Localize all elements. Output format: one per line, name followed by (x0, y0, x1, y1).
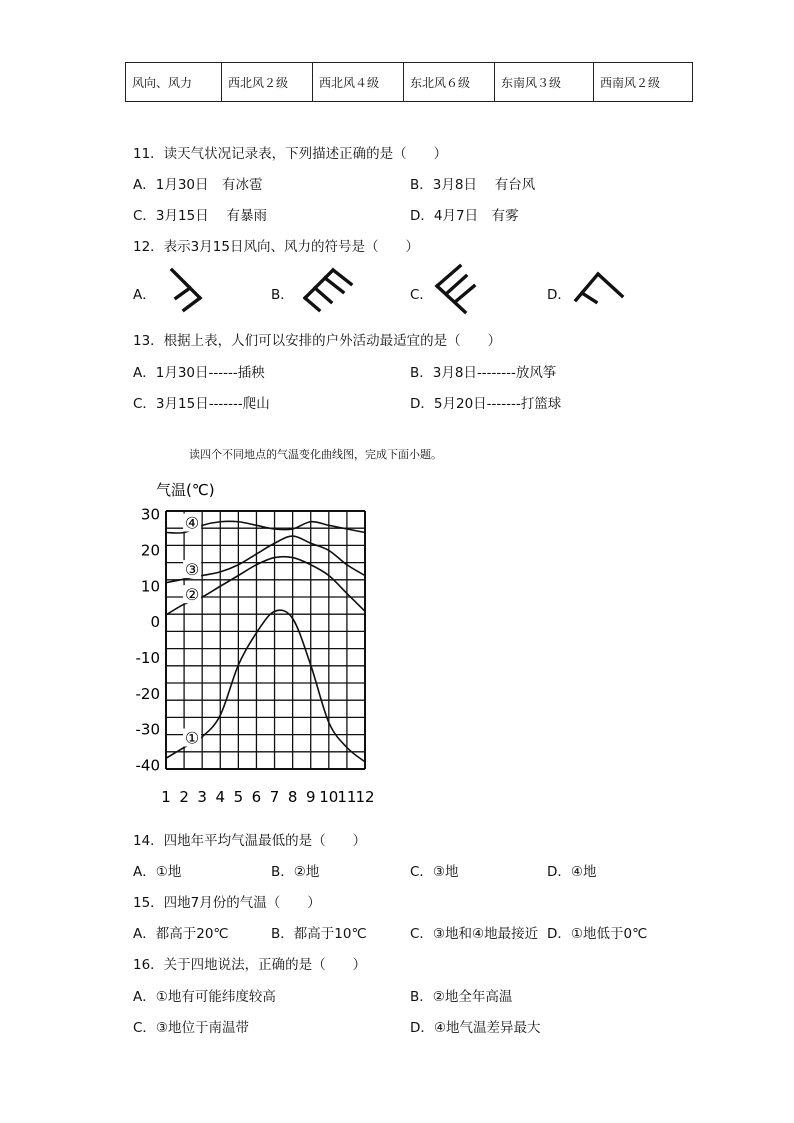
x-tick-label: 5 (233, 788, 244, 806)
q11-option-c: C．3月15日 有暴雨 (133, 208, 267, 224)
x-tick-label: 3 (197, 788, 207, 806)
x-tick-label: 8 (287, 788, 298, 806)
y-tick-label: 20 (140, 541, 160, 560)
q13-option-d: D．5月20日-------打篮球 (410, 396, 562, 412)
x-tick-label: 7 (269, 788, 280, 806)
question-13: 13．根据上表，人们可以安排的户外活动最适宜的是（ ） (133, 333, 502, 349)
question-12: 12．表示3月15日风向、风力的符号是（ ） (133, 239, 419, 255)
y-tick-label: -20 (135, 684, 160, 703)
q16-option-b: B．②地全年高温 (410, 989, 513, 1005)
q12-option-d: D． (547, 287, 571, 303)
chart-series (166, 521, 365, 762)
x-tick-label: 12 (355, 788, 375, 806)
x-tick-label: 1 (161, 788, 171, 806)
q12-option-b: B． (271, 287, 294, 303)
q11-option-a: A．1月30日 有冰雹 (133, 177, 263, 193)
question-15: 15．四地7月份的气温（ ） (133, 895, 321, 911)
x-tick-label: 9 (305, 788, 316, 806)
table-cell: 西北风２级 (222, 63, 313, 102)
table-cell: 东北风６级 (404, 63, 495, 102)
q11-option-b: B．3月8日 有台风 (410, 177, 536, 193)
x-tick-label: 2 (179, 788, 189, 806)
q15-option-d: D．①地低于0℃ (547, 926, 648, 942)
chart-intro: 读四个不同地点的气温变化曲线图，完成下面小题。 (189, 448, 442, 461)
y-tick-label: 0 (150, 613, 160, 632)
q14-option-d: D．④地 (547, 864, 597, 880)
table-cell: 东南风３级 (495, 63, 594, 102)
chart-ticks (136, 506, 375, 806)
q11-option-d: D．4月7日 有雾 (410, 208, 519, 224)
y-tick-label: -10 (135, 648, 160, 667)
question-14: 14．四地年平均气温最低的是（ ） (133, 833, 367, 849)
q13-option-a: A．1月30日------插秧 (133, 365, 265, 381)
table-row (126, 63, 693, 102)
y-tick-label: 30 (140, 505, 160, 524)
q15-option-b: B．都高于10℃ (271, 926, 367, 942)
x-tick-label: 4 (215, 788, 226, 806)
table-cell: 西南风２级 (594, 63, 693, 102)
wind-symbol-d-icon (570, 266, 626, 306)
q16-option-c: C．③地位于南温带 (133, 1020, 250, 1036)
y-tick-label: -40 (135, 756, 160, 775)
q15-option-a: A．都高于20℃ (133, 926, 229, 942)
q16-option-a: A．①地有可能纬度较高 (133, 989, 276, 1005)
table-cell: 西北风４级 (313, 63, 404, 102)
y-tick-label: 10 (140, 577, 160, 596)
wind-symbol-c-icon (434, 262, 478, 316)
table-cell: 风向、风力 (126, 63, 222, 102)
question-11: 11．读天气状况记录表，下列描述正确的是（ ） (133, 146, 448, 162)
q12-option-c: C． (410, 287, 433, 303)
q14-option-b: B．②地 (271, 864, 320, 880)
q15-option-c: C．③地和④地最接近 (410, 926, 539, 942)
series-label: ④ (184, 513, 200, 533)
series-label: ② (184, 585, 200, 605)
x-tick-label: 6 (251, 788, 262, 806)
x-tick-label: 11 (337, 788, 357, 806)
y-tick-label: -30 (135, 720, 160, 739)
q14-option-c: C．③地 (410, 864, 459, 880)
wind-symbol-a-icon (168, 266, 208, 314)
chart-series-markers (183, 514, 201, 748)
x-tick-label: 10 (319, 788, 339, 806)
q16-option-d: D．④地气温差异最大 (410, 1020, 541, 1036)
wind-table (125, 62, 693, 102)
temperature-chart (130, 475, 390, 810)
q12-option-a: A． (133, 287, 156, 303)
q13-option-b: B．3月8日--------放风筝 (410, 365, 557, 381)
q13-option-c: C．3月15日-------爬山 (133, 396, 270, 412)
question-16: 16．关于四地说法，正确的是（ ） (133, 957, 367, 973)
y-axis-label: 气温(℃) (156, 481, 215, 499)
q14-option-a: A．①地 (133, 864, 182, 880)
series-label: ③ (184, 560, 200, 580)
series-label: ① (184, 728, 200, 748)
wind-symbol-b-icon (303, 266, 355, 314)
